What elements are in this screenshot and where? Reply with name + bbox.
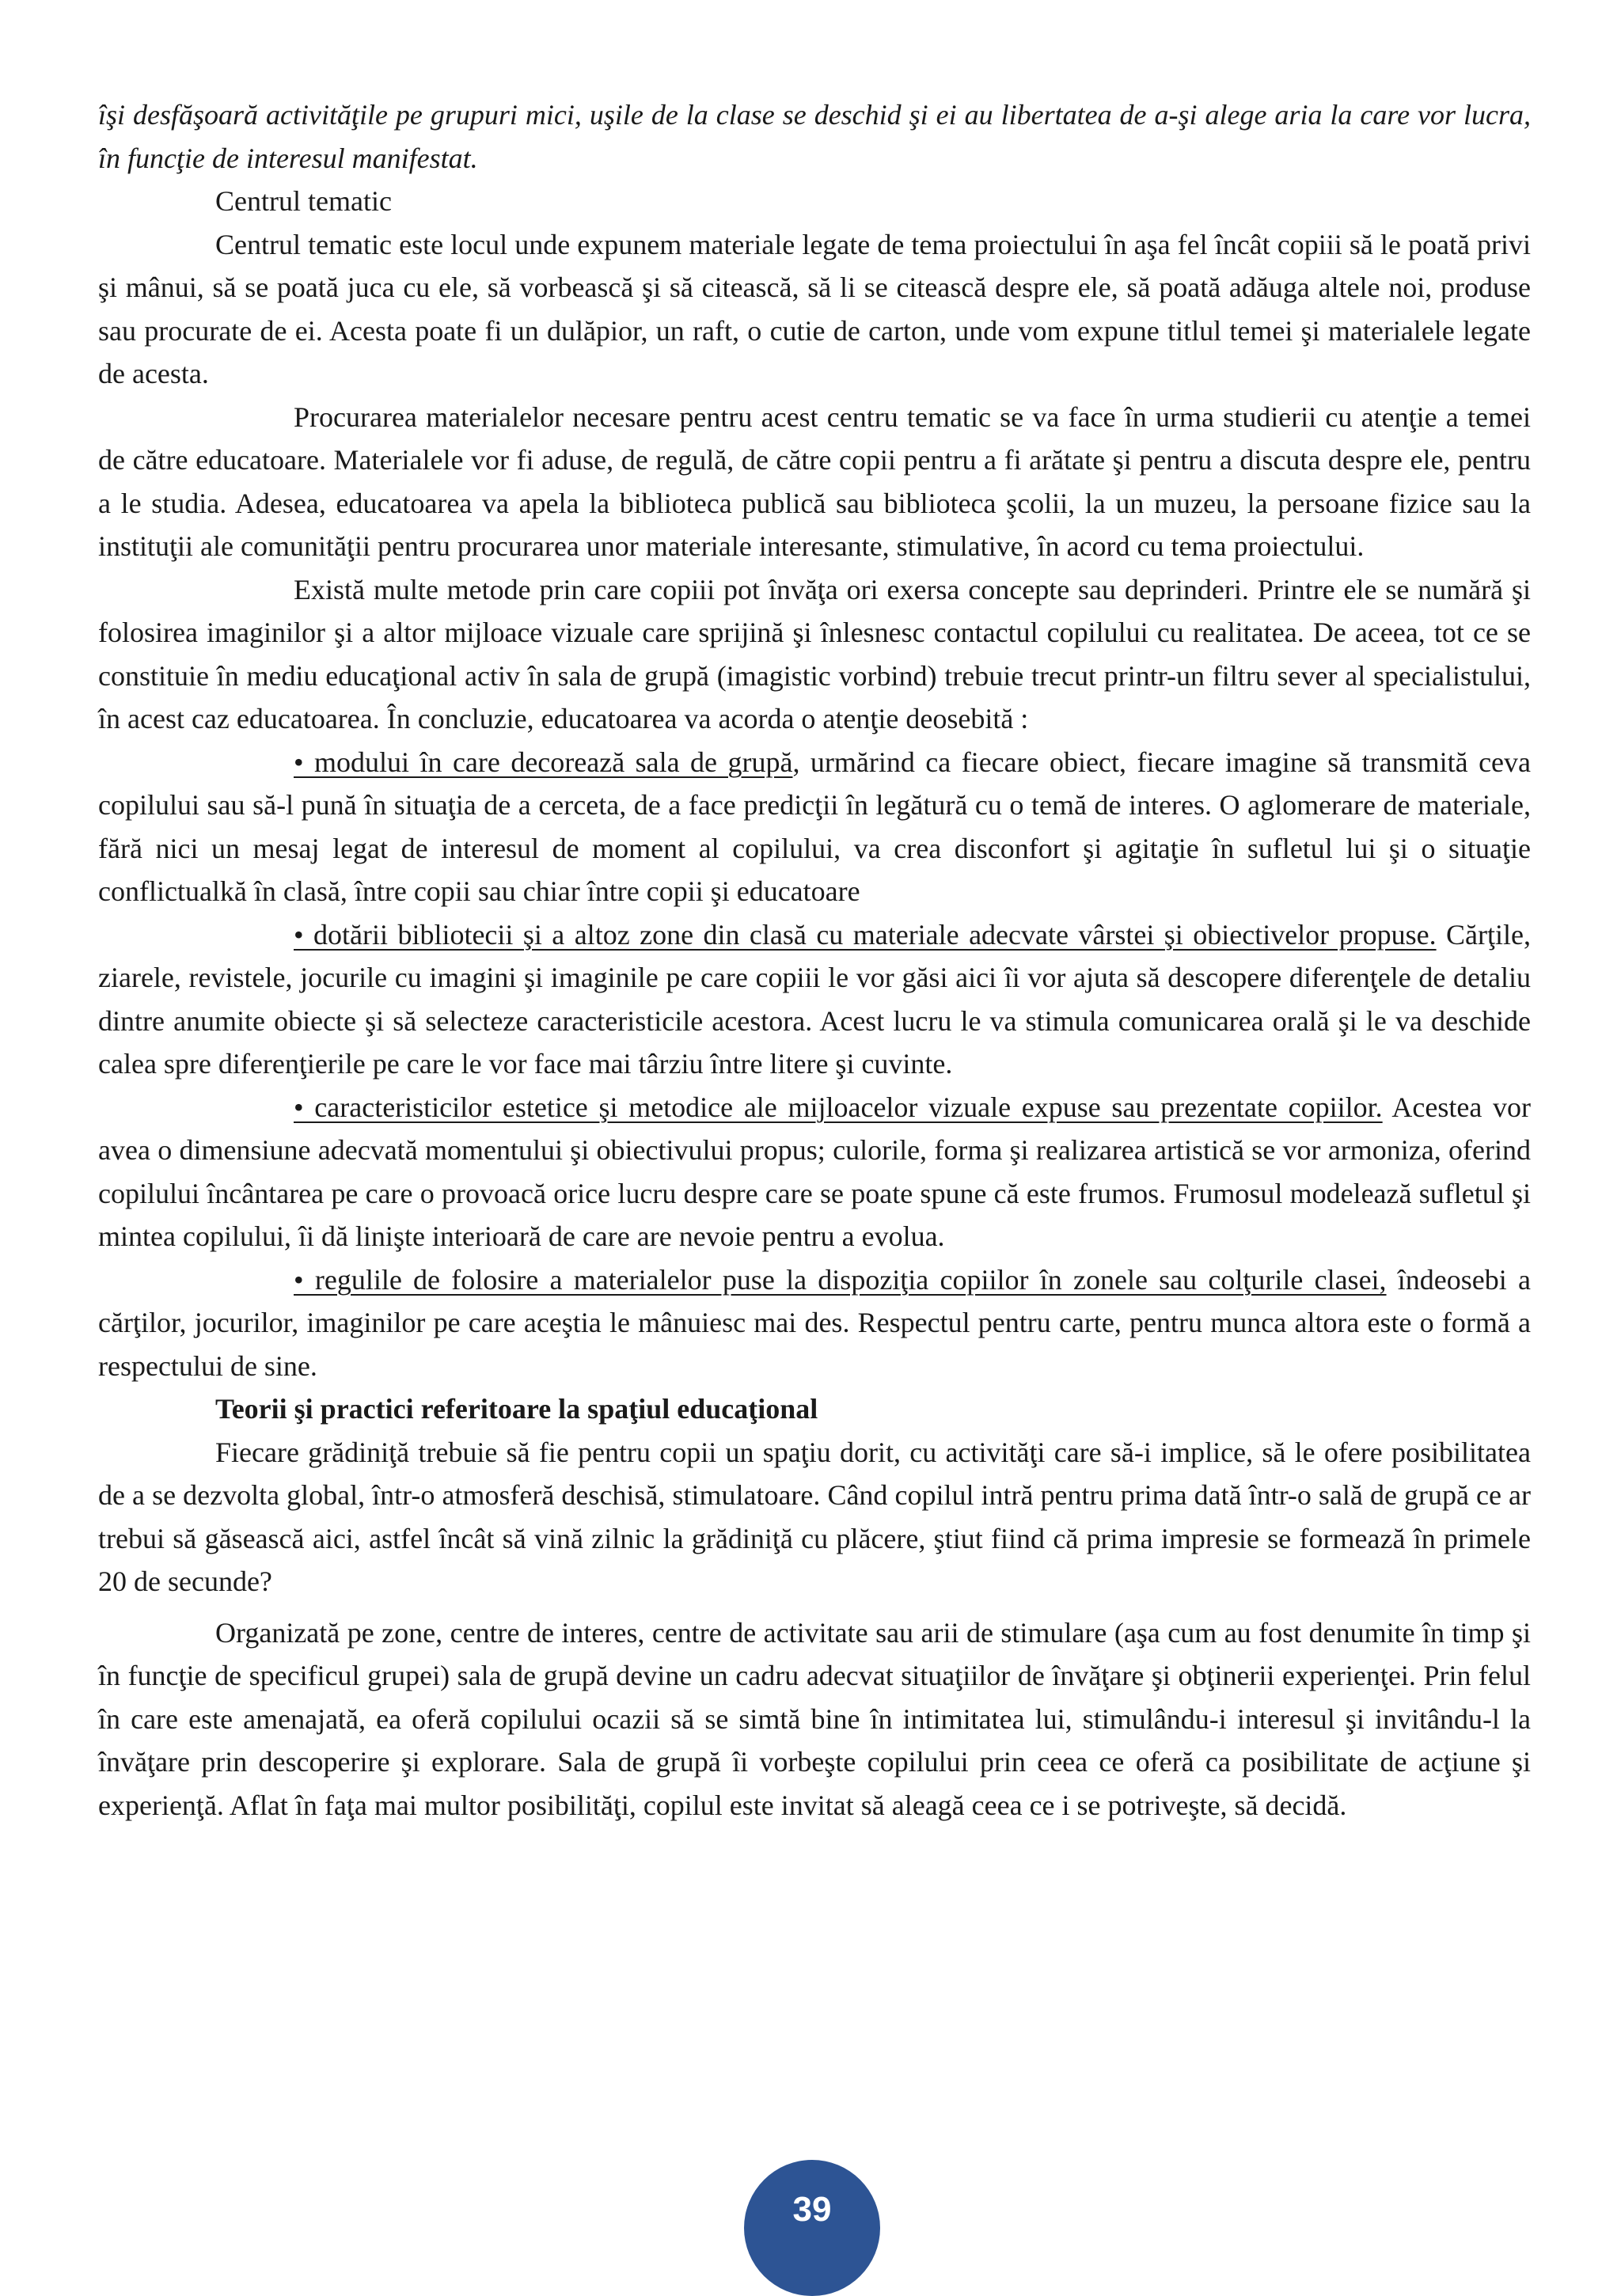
section-heading: Teorii şi practici referitoare la spaţiul educaţional: [215, 1393, 818, 1425]
paragraph-organizata: Organizată pe zone, centre de interes, centre de activitate sau arii de stimulare (aşa cum au fost denumite în timp şi în funcţie de specificul grupei) sala de grupă devine un cadru adecvat situaţiilor de învăţare şi obţinerii experienţei. Prin felul în care este amenajată, ea oferă copilului ocazii să se simtă bine în intimitatea lui, stimulându-i interesul şi invitându-l la învăţare prin descoperire şi explorare. Sala de grupă îi vorbeşte copilului prin ceea ce oferă ca posibilitate de acţiune şi experienţă. Aflat în faţa mai multor posibilităţi, copilul este invitat să aleagă ceea ce i se potriveşte, să decidă.: [98, 1616, 1531, 1821]
subheading-centrul-tematic: Centrul tematic: [215, 185, 392, 217]
paragraph-gradinita: Fiecare grădiniţă trebuie să fie pentru copii un spaţiu dorit, cu activităţi care să-i implice, să le ofere posibilitatea de a se dezvolta global, într-o atmosferă deschisă, stimulatoare. Când copilul intră pentru prima dată într-o sală de grupă ce ar trebui să găsească aici, astfel încât să vină zilnic la grădiniţă cu plăcere, ştiut fiind că prima impresie se formează în primele 20 de secunde?: [98, 1436, 1531, 1597]
page-number-badge: 39: [744, 2160, 880, 2296]
bullet-item-biblioteca: [98, 913, 1531, 1086]
bullet-text: îndeosebi a cărţilor, jocurilor, imaginilor pe care aceştia le mânuiesc mai des. Respectul pentru carte, pentru munca altora este o formă a respectului de sine.: [98, 1263, 1531, 1382]
bullet-underlined-text: • modului în care decorează sala de grupă: [294, 746, 793, 778]
document-page: [98, 93, 1531, 1827]
paragraph-centrul-tematic: Centrul tematic este locul unde expunem materiale legate de tema proiectului în aşa fel încât copiii să le poată privi şi mânui, să se poată juca cu ele, să vorbească şi să citească, să li se citească despre ele, să poată adăuga altele noi, produse sau procurate de ei. Acesta poate fi un dulăpior, un raft, o cutie de carton, unde vom expune titlul temei şi materialele legate de acesta.: [98, 228, 1531, 389]
paragraph-procurarea: Procurarea materialelor necesare pentru acest centru tematic se va face în urma studierii cu atenţie a temei de către educatoare. Materialele vor fi aduse, de regulă, de către copii pentru a fi arătate şi pentru a discuta despre ele, pentru a le studia. Adesea, educatoarea va apela la biblioteca publică sau biblioteca şcolii, la un muzeu, la persoane fizice sau la instituţii ale comunităţii pentru procurarea unor materiale interesante, stimulative, în acord cu tema proiectului.: [98, 400, 1531, 562]
bullet-item-caracteristici: [98, 1086, 1531, 1258]
bullet-item-decor: [98, 741, 1531, 913]
bullet-underlined-text: • caracteristicilor estetice şi metodice ale mijloacelor vizuale expuse sau prezentate copiilor.: [294, 1091, 1383, 1123]
paragraph-metode: Există multe metode prin care copiii pot învăţa ori exersa concepte sau deprinderi. Printre ele se numără şi folosirea imaginilor şi a altor mijloace vizuale care sprijină şi înlesnesc contactul copilului cu realitatea. De aceea, tot ce se constituie în mediu educaţional activ în sala de grupă (imagistic vorbind) trebuie trecut printr-un filtru sever al specialistului, în acest caz educatoarea. În concluzie, educatoarea va acorda o atenţie deosebită :: [98, 573, 1531, 734]
bullet-text: , urmărind ca fiecare obiect, fiecare imagine să transmită ceva copilului sau să-l pună în situaţia de a cerceta, de a face predicţii în legătură cu o temă de interes. O aglomerare de materiale, fără nici un mesaj legat de interesul de moment al copilului, va crea disconfort şi agitaţie în sufletul lui şi o situaţie conflictualkă în clasă, între copii sau chiar între copii şi educatoare: [98, 746, 1531, 907]
bullet-text: Cărţile, ziarele, revistele, jocurile cu imagini şi imaginile pe care copiii le vor găsi aici îi vor ajuta să descopere diferenţele de detaliu dintre anumite obiecte şi să selecteze caracteristicile acestora. Acest lucru le va stimula comunicarea orală şi le va deschide calea spre diferenţierile pe care le vor face mai târziu între litere şi cuvinte.: [98, 918, 1531, 1080]
bullet-underlined-text: • regulile de folosire a materialelor puse la dispoziţia copiilor în zonele sau colţurile clasei,: [294, 1263, 1387, 1296]
bullet-item-reguli: [98, 1258, 1531, 1388]
bullet-text: Acestea vor avea o dimensiune adecvată momentului şi obiectivului propus; culorile, forma şi realizarea artistică se vor armoniza, oferind copilului încântarea pe care o provoacă orice lucru despre care se poate spune că este frumos. Frumosul modelează sufletul şi mintea copilului, îi dă linişte interioară de care are nevoie pentru a evolua.: [98, 1091, 1531, 1252]
bullet-underlined-text: • dotării bibliotecii şi a altoz zone din clasă cu materiale adecvate vârstei şi obiectivelor propuse.: [294, 918, 1437, 951]
paragraph-intro: îşi desfăşoară activităţile pe grupuri mici, uşile de la clase se deschid şi ei au libertatea de a-şi alege aria la care vor lucra, în funcţie de interesul manifestat.: [98, 99, 1531, 174]
